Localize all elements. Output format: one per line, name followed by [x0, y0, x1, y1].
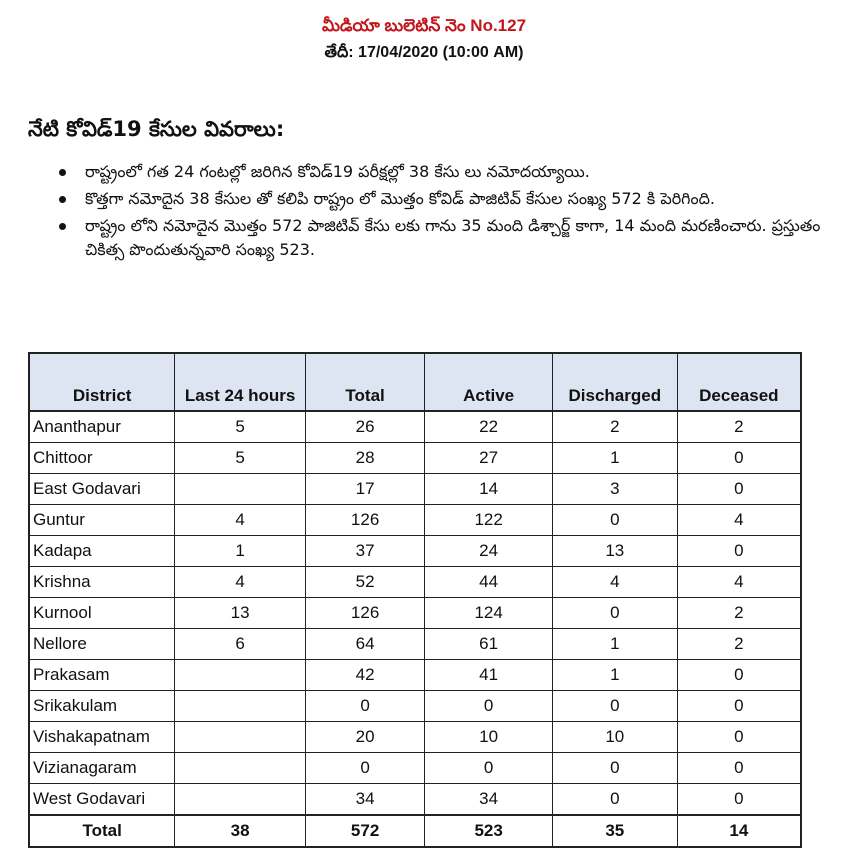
district-cases-table	[28, 352, 802, 848]
bullet-item	[55, 187, 835, 211]
discharged-cell: 2	[552, 411, 677, 443]
total-cell: 126	[305, 505, 425, 536]
deceased-cell: 0	[677, 536, 801, 567]
totals-row	[29, 815, 801, 847]
discharged-cell: 0	[552, 598, 677, 629]
deceased-cell: 4	[677, 505, 801, 536]
deceased-cell: 0	[677, 474, 801, 505]
discharged-cell: 1	[552, 443, 677, 474]
totals-active: 523	[425, 815, 553, 847]
last-24-hours-cell: 5	[175, 443, 306, 474]
last-24-hours-cell: 1	[175, 536, 306, 567]
district-cell: Nellore	[29, 629, 175, 660]
active-cell: 10	[425, 722, 553, 753]
district-cell: Vishakapatnam	[29, 722, 175, 753]
discharged-cell: 13	[552, 536, 677, 567]
deceased-cell: 0	[677, 722, 801, 753]
discharged-cell: 0	[552, 784, 677, 816]
district-cell: Ananthapur	[29, 411, 175, 443]
district-cell: Guntur	[29, 505, 175, 536]
total-cell: 37	[305, 536, 425, 567]
table-row	[29, 722, 801, 753]
discharged-cell: 10	[552, 722, 677, 753]
active-cell: 0	[425, 753, 553, 784]
active-cell: 61	[425, 629, 553, 660]
bulletin-date	[0, 41, 848, 65]
total-cell: 28	[305, 443, 425, 474]
last-24-hours-cell: 5	[175, 411, 306, 443]
table-row	[29, 629, 801, 660]
total-cell: 34	[305, 784, 425, 816]
column-header-total: Total	[305, 353, 425, 411]
total-cell: 17	[305, 474, 425, 505]
deceased-cell: 0	[677, 691, 801, 722]
deceased-cell: 2	[677, 629, 801, 660]
table-row	[29, 567, 801, 598]
bullet-dot-icon	[59, 196, 66, 203]
last-24-hours-cell: 13	[175, 598, 306, 629]
totals-last-24-hours: 38	[175, 815, 306, 847]
discharged-cell: 4	[552, 567, 677, 598]
date-value: 17/04/2020 (10:00 AM)	[358, 44, 524, 61]
bullet-item	[55, 160, 835, 184]
discharged-cell: 0	[552, 753, 677, 784]
active-cell: 124	[425, 598, 553, 629]
total-cell: 0	[305, 753, 425, 784]
bullet-list	[55, 160, 835, 265]
active-cell: 14	[425, 474, 553, 505]
last-24-hours-cell	[175, 660, 306, 691]
last-24-hours-cell	[175, 722, 306, 753]
totals-discharged: 35	[552, 815, 677, 847]
column-header-discharged: Discharged	[552, 353, 677, 411]
last-24-hours-cell	[175, 784, 306, 816]
last-24-hours-cell	[175, 753, 306, 784]
discharged-cell: 0	[552, 505, 677, 536]
last-24-hours-cell	[175, 691, 306, 722]
column-header-last-24-hours: Last 24 hours	[175, 353, 306, 411]
totals-label: Total	[29, 815, 175, 847]
district-cell: Kadapa	[29, 536, 175, 567]
last-24-hours-cell: 6	[175, 629, 306, 660]
bullet-text: రాష్ట్రం లోని నమోదైన మొత్తం 572 పాజిటివ్ కేసు లకు గాను 35 మంది డిశ్చార్జ్ కాగా, 14 మంది మరణించారు. ప్రస్తుతం చికిత్స పొందుతున్నవారి సంఖ్య 523.	[85, 216, 821, 259]
discharged-cell: 1	[552, 629, 677, 660]
total-cell: 126	[305, 598, 425, 629]
table-body	[29, 411, 801, 815]
table-row	[29, 505, 801, 536]
deceased-cell: 0	[677, 660, 801, 691]
table-row	[29, 753, 801, 784]
deceased-cell: 4	[677, 567, 801, 598]
district-cell: Kurnool	[29, 598, 175, 629]
total-cell: 42	[305, 660, 425, 691]
district-cell: Chittoor	[29, 443, 175, 474]
column-header-district: District	[29, 353, 175, 411]
active-cell: 122	[425, 505, 553, 536]
bullet-text: కొత్తగా నమోదైన 38 కేసుల తో కలిపి రాష్ట్రం లో మొత్తం కోవిడ్ పాజిటివ్ కేసుల సంఖ్య 572 కి పెరిగింది.	[85, 189, 716, 208]
totals-total: 572	[305, 815, 425, 847]
column-header-deceased: Deceased	[677, 353, 801, 411]
table-row	[29, 474, 801, 505]
total-cell: 0	[305, 691, 425, 722]
deceased-cell: 0	[677, 784, 801, 816]
total-cell: 52	[305, 567, 425, 598]
section-heading: నేటి కోవిడ్19 కేసుల వివరాలు:	[28, 117, 285, 141]
table-header-row	[29, 353, 801, 411]
district-cell: West Godavari	[29, 784, 175, 816]
discharged-cell: 1	[552, 660, 677, 691]
table-row	[29, 411, 801, 443]
active-cell: 27	[425, 443, 553, 474]
table-row	[29, 443, 801, 474]
table-row	[29, 536, 801, 567]
active-cell: 41	[425, 660, 553, 691]
total-cell: 26	[305, 411, 425, 443]
deceased-cell: 2	[677, 598, 801, 629]
table-row	[29, 784, 801, 816]
total-cell: 64	[305, 629, 425, 660]
bullet-dot-icon	[59, 223, 66, 230]
totals-deceased: 14	[677, 815, 801, 847]
bullet-dot-icon	[59, 169, 66, 176]
district-cell: Krishna	[29, 567, 175, 598]
bulletin-header	[0, 14, 848, 65]
deceased-cell: 0	[677, 753, 801, 784]
deceased-cell: 2	[677, 411, 801, 443]
active-cell: 34	[425, 784, 553, 816]
table-row	[29, 598, 801, 629]
column-header-active: Active	[425, 353, 553, 411]
district-cell: East Godavari	[29, 474, 175, 505]
bullet-item	[55, 214, 835, 262]
date-label: తేదీ:	[324, 44, 354, 61]
table-row	[29, 660, 801, 691]
last-24-hours-cell: 4	[175, 505, 306, 536]
table-row	[29, 691, 801, 722]
last-24-hours-cell: 4	[175, 567, 306, 598]
total-cell: 20	[305, 722, 425, 753]
active-cell: 22	[425, 411, 553, 443]
active-cell: 0	[425, 691, 553, 722]
bullet-text: రాష్ట్రంలో గత 24 గంటల్లో జరిగిన కోవిడ్19 పరీక్షల్లో 38 కేసు లు నమోదయ్యాయి.	[85, 162, 590, 181]
discharged-cell: 0	[552, 691, 677, 722]
district-cell: Prakasam	[29, 660, 175, 691]
district-cell: Srikakulam	[29, 691, 175, 722]
active-cell: 44	[425, 567, 553, 598]
district-cell: Vizianagaram	[29, 753, 175, 784]
discharged-cell: 3	[552, 474, 677, 505]
active-cell: 24	[425, 536, 553, 567]
deceased-cell: 0	[677, 443, 801, 474]
last-24-hours-cell	[175, 474, 306, 505]
bulletin-title: మీడియా బులెటిన్ నెం No.127	[321, 16, 527, 35]
